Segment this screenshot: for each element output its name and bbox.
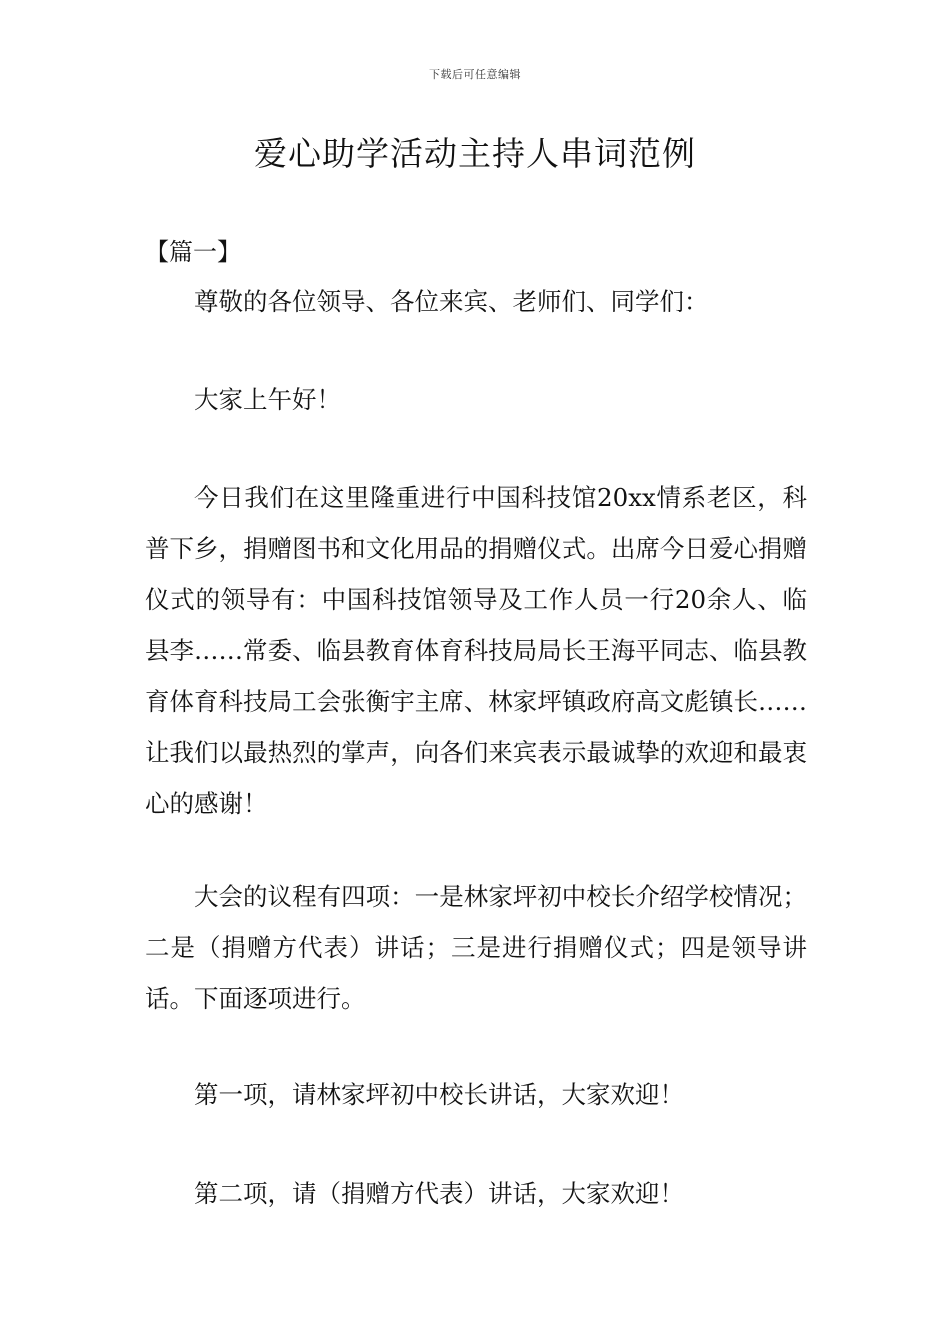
- paragraph-agenda: 大会的议程有四项：一是林家坪初中校长介绍学校情况；二是（捐赠方代表）讲话；三是进行捐赠仪式；四是领导讲话。下面逐项进行。: [145, 882, 807, 1013]
- paragraph-greeting: 尊敬的各位领导、各位来宾、老师们、同学们：: [194, 287, 709, 316]
- section-label: 【篇一】: [145, 238, 241, 266]
- paragraph-item-two: 第二项，请（捐赠方代表）讲话，大家欢迎！: [194, 1179, 684, 1208]
- paragraph-good-morning: 大家上午好！: [194, 385, 341, 414]
- document-title: 爱心助学活动主持人串词范例: [254, 134, 696, 173]
- header-note: 下载后可任意编辑: [429, 68, 521, 81]
- paragraph-introduction: 今日我们在这里隆重进行中国科技馆20xx情系老区，科普下乡，捐赠图书和文化用品的捐赠仪式。出席今日爱心捐赠仪式的领导有：中国科技馆领导及工作人员一行20余人、临县李……常委、临县教育体育科技局局长王海平同志、临县教育体育科技局工会张衡宇主席、林家坪镇政府高文彪镇长……让我们以最热烈的掌声，向各们来宾表示最诚挚的欢迎和最衷心的感谢！: [145, 483, 807, 818]
- paragraph-item-one: 第一项，请林家坪初中校长讲话，大家欢迎！: [194, 1080, 684, 1109]
